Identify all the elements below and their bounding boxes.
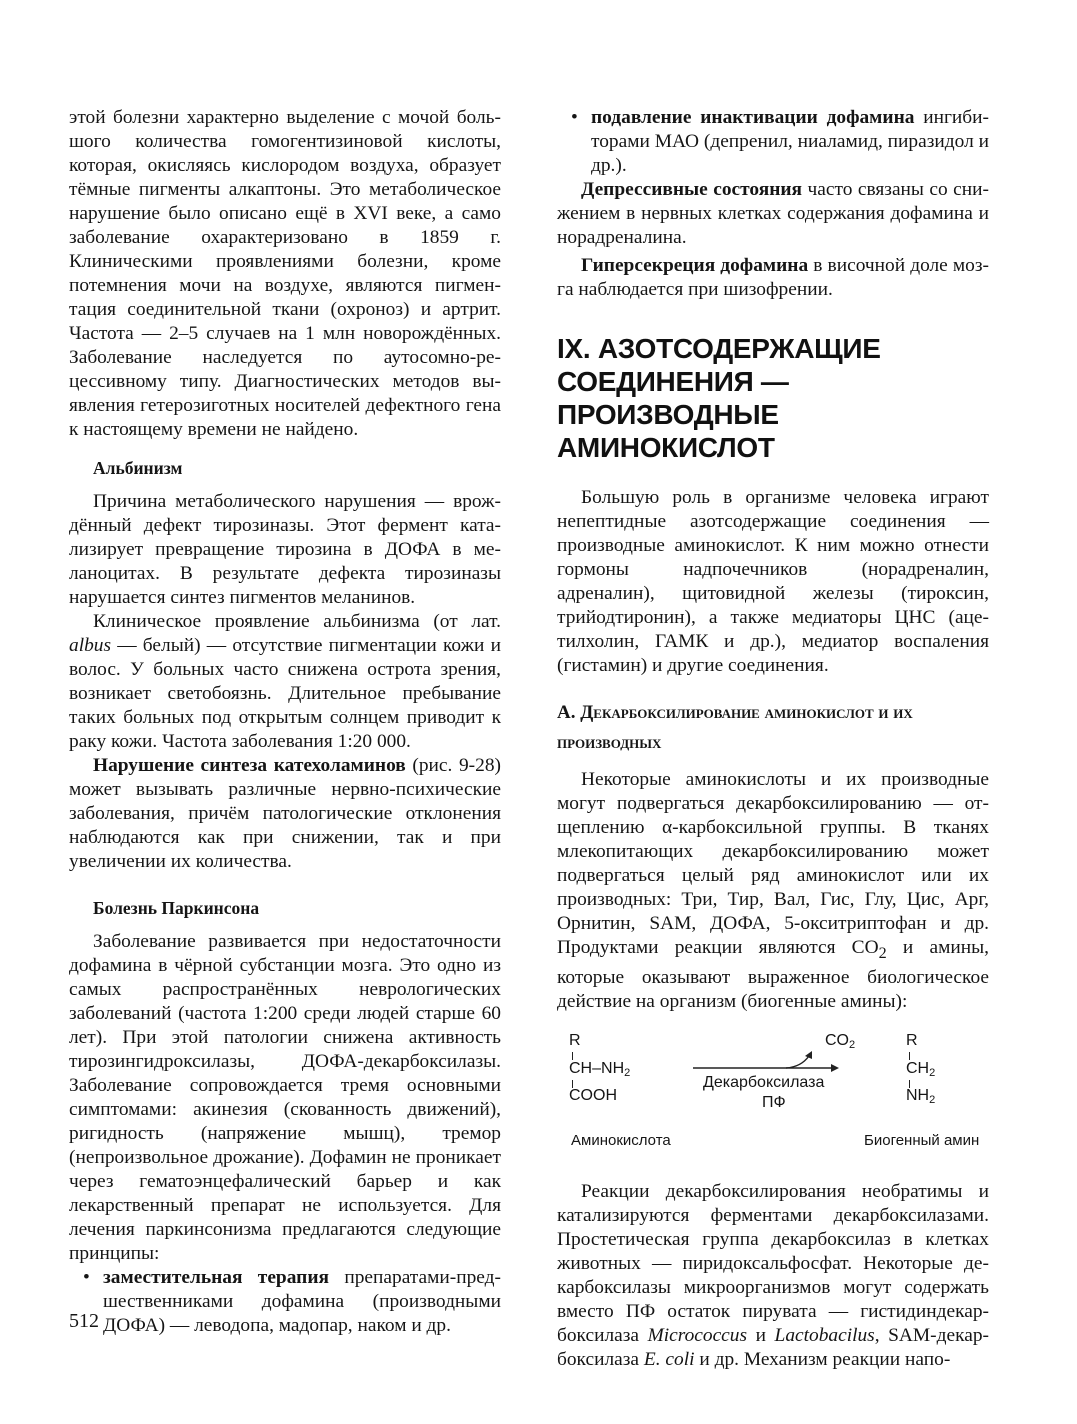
bullet-text: ингибиторами МАО (депренил, ниаламид, пиразидол и др.).	[591, 107, 989, 176]
bullet-icon: •	[571, 107, 578, 128]
product-ch2: $CH_2$	[906, 1059, 936, 1079]
bullet-text: препаратами-предшественниками дофамина (производными ДОФА) — леводопа, мадопар, наком и др.	[103, 1267, 501, 1336]
product-nh2: $NH_2$	[906, 1086, 936, 1106]
reaction-arrow-icon	[691, 1034, 841, 1074]
substrate-ch-nh2: $CH-NH_2$	[569, 1059, 631, 1079]
byproduct-co2: $CO_2$	[825, 1031, 856, 1051]
substrate-label: Аминокислота	[571, 1131, 671, 1149]
bond-line	[909, 1052, 910, 1060]
depression-paragraph	[557, 178, 989, 250]
decarboxylation-paragraph	[557, 768, 989, 1014]
latin-term: albus	[69, 635, 112, 656]
final-paragraph: Реакции декарбоксилирования необратимы и катализируются ферментами декарбоксилазами. Простетическая группа декарбоксилаз в клетках животных — пиридоксальфосфат. Некоторые декарбоксилазы микроорганизмов могут содержать вместо ПФ остаток пирувата — гистидиндекарбоксилаза Micrococcus и Lactobacilus, SAM-декарбоксилаза E. coli и др. Механизм реакции напо-	[557, 1180, 989, 1370]
cofactor-label: ПФ	[762, 1093, 786, 1111]
albinism-p2-end: — белый) — отсутствие пигментации кожи и волос. У больных часто снижена острота зрения, возникает светобоязнь. Длительное пребывание таких больных под открытым солнцем приводит к раку кожи. Частота заболевания 1:20 000.	[69, 635, 501, 752]
organism-name: Micrococcus	[647, 1324, 748, 1346]
parkinson-paragraph: Заболевание развивается при недостаточности дофамина в чёрной субстанции мозга. Это одно из самых распространённых неврологических заболеваний (частота 1:200 среди людей старше 60 лет). При этой патологии снижена активность тирозингидроксилазы, ДОФА-декарбоксилазы. Заболевание сопровождается тремя основными симптомами: акинезия (скованность движений), ригидность (напряжение мышц), тремор (непроизвольное дрожание). Дофамин не проникает через гематоэнцефалический барьер и как лекарственный препарат не используется. Для лечения паркинсонизма предлагаются следующие принципы:	[69, 931, 501, 1264]
bullet-replacement-therapy	[69, 1266, 501, 1338]
right-column	[557, 106, 989, 1372]
substrate-r-group: R	[569, 1031, 581, 1049]
organism-name: E. coli	[643, 1348, 695, 1370]
bullet-term: заместительная терапия	[103, 1267, 329, 1288]
albinism-paragraph-1: Причина метаболического нарушения — врождённый дефект тирозиназы. Этот фермент катализирует превращение тирозина в ДОФА в меланоцитах. В результате дефекта тирозиназы нарушается синтез пигментов меланинов.	[69, 491, 501, 608]
hypersecretion-paragraph	[557, 254, 989, 302]
decarb-p-end: и амины, которые оказывают выраженное биологическое действие на организм (биогенные амины):	[557, 937, 989, 1012]
enzyme-label: Декарбоксилаза	[703, 1073, 825, 1091]
chapter-title: IX. АЗОТСОДЕРЖАЩИЕ СОЕДИНЕНИЯ — ПРОИЗВОДНЫЕ АМИНОКИСЛОТ	[557, 333, 881, 463]
hypersecretion-text: в височной доле мозга наблюдается при шизофрении.	[557, 255, 989, 300]
depression-term: Депрессивные состояния	[581, 179, 803, 200]
bond-line	[572, 1052, 573, 1060]
product-label: Биогенный амин	[864, 1131, 980, 1149]
catecholamines-paragraph	[69, 754, 501, 874]
intro-paragraph: этой болезни характерно выделение с мочой большого количества гомогентизиновой кислоты, которая, окисляясь кислородом воздуха, образует тёмные пигменты алкаптоны. Это метаболическое нарушение было описано ещё в XVI веке, а само заболевание охарактеризовано в 1859 г. Клиническими проявлениями болезни, кроме потемнения мочи на воздухе, являются пигментация соединительной ткани (охроноз) и артрит. Частота — 2–5 случаев на 1 млн новорождённых. Заболевание наследуется по аутосомно-рецессивному типу. Диагностических методов выявления гетерозиготных носителей дефектного гена к настоящему времени не найдено.	[69, 107, 501, 440]
co2-subscript: 2	[878, 944, 887, 962]
left-column	[69, 106, 501, 1338]
product-r-group: R	[906, 1031, 918, 1049]
albinism-paragraph-2	[69, 610, 501, 754]
albinism-heading: Альбинизм	[93, 458, 183, 478]
bullet-mao-inhibition	[557, 106, 989, 178]
parkinson-heading: Болезнь Паркинсона	[93, 898, 260, 918]
decarb-p-start: Некоторые аминокислоты и их производные могут подвергаться декарбоксилированию — отщеплению α-карбоксильной группы. В тканях млекопитающих декарбоксилированию может подвергаться целый ряд аминокислот или их производных: Три, Тир, Вал, Гис, Глу, Цис, Арг, Орнитин, SAM, ДОФА, 5-окситриптофан и др. Продуктами реакции являются CO	[557, 769, 989, 958]
albinism-p2-start: Клиническое проявление альбинизма (от лат.	[93, 611, 501, 632]
hypersecretion-term: Гиперсекреция дофамина	[581, 255, 809, 276]
catecholamines-term: Нарушение синтеза катехоламинов	[93, 755, 406, 776]
decarboxylation-reaction-diagram	[557, 1026, 989, 1166]
bullet-term: подавление инактивации дофамина	[591, 107, 915, 128]
depression-text: часто связаны со снижением в нервных клетках содержания дофамина и норадреналина.	[557, 179, 990, 248]
substrate-carboxyl: COOH	[569, 1086, 617, 1104]
catecholamines-text: (рис. 9-28) может вызывать различные нервно-психические заболевания, причём патологические отклонения наблюдаются как при снижении, так и при увеличении их количества.	[69, 755, 501, 872]
chapter-intro: Большую роль в организме человека играют непептидные азотсодержащие соединения — производные аминокислот. К ним можно отнести гормоны надпочечников (норадреналин, адреналин), щитовидной железы (тироксин, трийодтиронин), а также медиаторы ЦНС (ацетилхолин, ГАМК и др.), медиатор воспаления (гистамин) и другие соединения.	[557, 487, 989, 676]
section-title: А. Декарбоксилирование аминокислот и их производных	[557, 702, 913, 753]
bullet-icon: •	[83, 1267, 90, 1288]
organism-name: Lactobacilus	[774, 1324, 875, 1346]
page-number: 512	[69, 1310, 99, 1332]
